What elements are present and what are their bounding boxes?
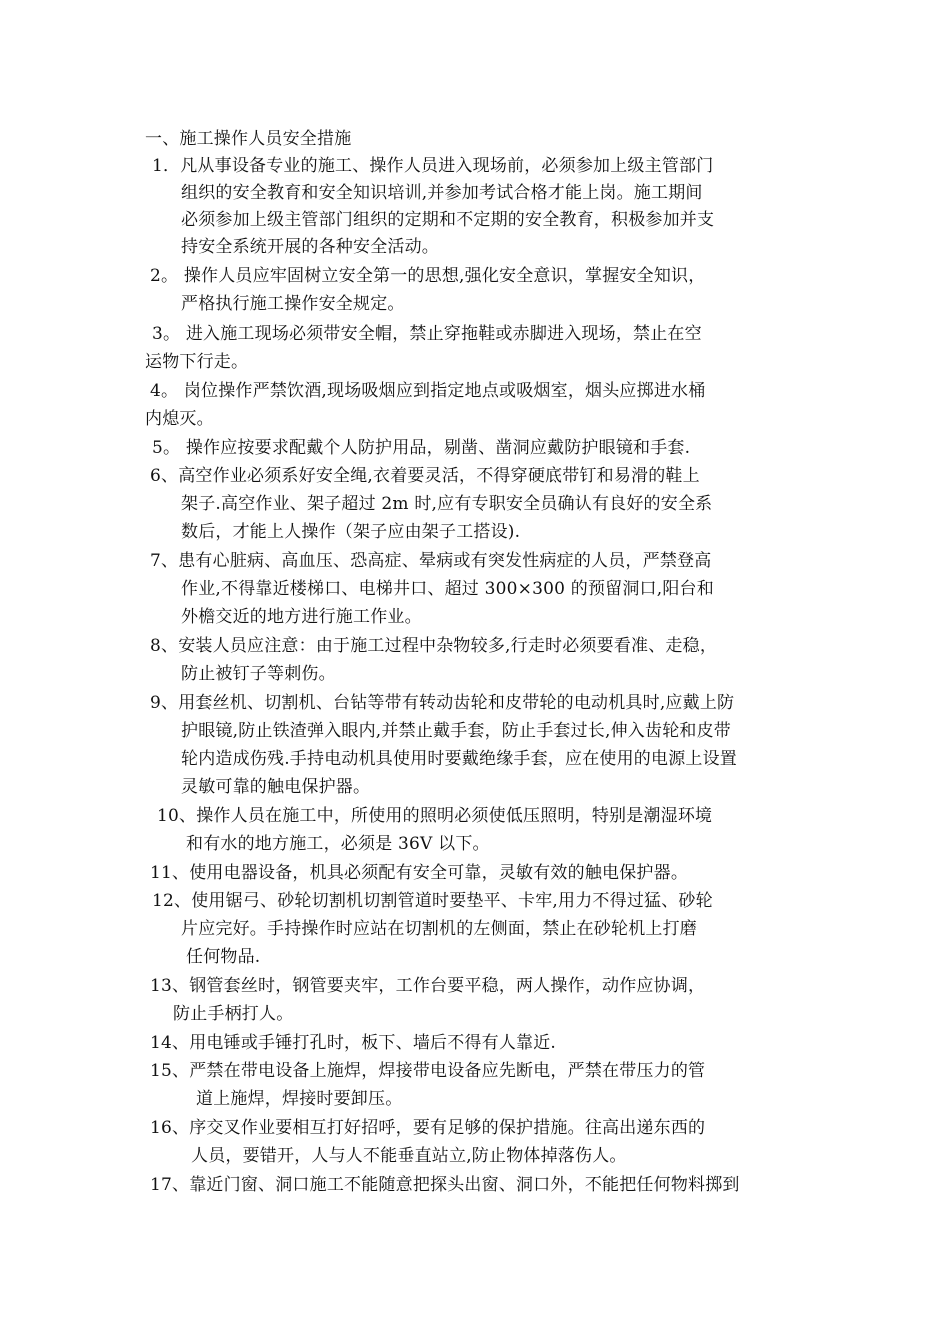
text-line: 作业,不得靠近楼梯口、电梯井口、超过 300×300 的预留洞口,阳台和: [181, 579, 714, 599]
text-line: 内熄灭。: [145, 409, 214, 429]
text-line: 任何物品.: [186, 947, 261, 967]
text-line: 11、使用电器设备，机具必须配有安全可靠，灵敏有效的触电保护器。: [150, 863, 689, 883]
text-line: 防止被钉子等刺伤。: [181, 664, 336, 684]
text-line: 轮内造成伤残.手持电动机具使用时要戴绝缘手套，应在使用的电源上设置: [181, 749, 738, 769]
text-line: 17、靠近门窗、洞口施工不能随意把探头出窗、洞口外，不能把任何物料掷到: [150, 1175, 740, 1195]
text-line: 4。 岗位操作严禁饮酒,现场吸烟应到指定地点或吸烟室，烟头应掷进水桶: [150, 381, 706, 401]
text-line: 严格执行施工操作安全规定。: [181, 294, 405, 314]
text-line: 5。 操作应按要求配戴个人防护用品，剔凿、凿洞应戴防护眼镜和手套.: [152, 438, 691, 458]
text-line: 9、用套丝机、切割机、台钻等带有转动齿轮和皮带轮的电动机具时,应戴上防: [150, 693, 735, 713]
text-line: 护眼镜,防止铁渣弹入眼内,并禁止戴手套，防止手套过长,伸入齿轮和皮带: [181, 721, 732, 741]
text-line: 1．凡从事设备专业的施工、操作人员进入现场前，必须参加上级主管部门: [152, 156, 714, 176]
text-line: 7、患有心脏病、高血压、恐高症、晕病或有突发性病症的人员，严禁登高: [150, 551, 712, 571]
text-line: 组织的安全教育和安全知识培训,并参加考试合格才能上岗。施工期间: [181, 183, 703, 203]
text-line: 16、序交叉作业要相互打好招呼，要有足够的保护措施。往高出递东西的: [150, 1118, 706, 1138]
text-line: 8、安装人员应注意：由于施工过程中杂物较多,行走时必须要看准、走稳，: [150, 636, 718, 656]
text-line: 防止手柄打人。: [173, 1004, 294, 1024]
text-line: 外檐交近的地方进行施工作业。: [181, 607, 422, 627]
text-line: 6、高空作业必须系好安全绳,衣着要灵活，不得穿硬底带钉和易滑的鞋上: [150, 466, 700, 486]
text-line: 2。 操作人员应牢固树立安全第一的思想,强化安全意识，掌握安全知识，: [150, 266, 706, 286]
text-line: 持安全系统开展的各种安全活动。: [181, 237, 439, 257]
text-line: 14、用电锤或手锤打孔时，板下、墙后不得有人靠近.: [150, 1033, 557, 1053]
text-line: 和有水的地方施工，必须是 36V 以下。: [186, 834, 490, 854]
text-line: 运物下行走。: [145, 352, 249, 372]
section-heading: 一、施工操作人员安全措施: [145, 129, 352, 149]
text-line: 10、操作人员在施工中，所使用的照明必须使低压照明，特别是潮湿环境: [157, 806, 713, 826]
text-line: 3。 进入施工现场必须带安全帽，禁止穿拖鞋或赤脚进入现场，禁止在空: [152, 324, 702, 344]
text-line: 片应完好。手持操作时应站在切割机的左侧面，禁止在砂轮机上打磨: [181, 919, 697, 939]
text-line: 15、严禁在带电设备上施焊，焊接带电设备应先断电，严禁在带压力的管: [150, 1061, 706, 1081]
text-line: 道上施焊，焊接时要卸压。: [196, 1089, 403, 1109]
text-line: 架子.高空作业、架子超过 2m 时,应有专职安全员确认有良好的安全系: [181, 494, 713, 514]
text-line: 灵敏可靠的触电保护器。: [181, 777, 371, 797]
text-line: 数后，才能上人操作（架子应由架子工搭设).: [181, 522, 521, 542]
text-line: 12、使用锯弓、砂轮切割机切割管道时要垫平、卡牢,用力不得过猛、砂轮: [152, 891, 713, 911]
text-line: 必须参加上级主管部门组织的定期和不定期的安全教育，积极参加并支: [181, 210, 715, 230]
text-line: 13、钢管套丝时，钢管要夹牢，工作台要平稳，两人操作，动作应协调，: [150, 976, 706, 996]
text-line: 人员，要错开，人与人不能垂直站立,防止物体掉落伤人。: [191, 1146, 627, 1166]
